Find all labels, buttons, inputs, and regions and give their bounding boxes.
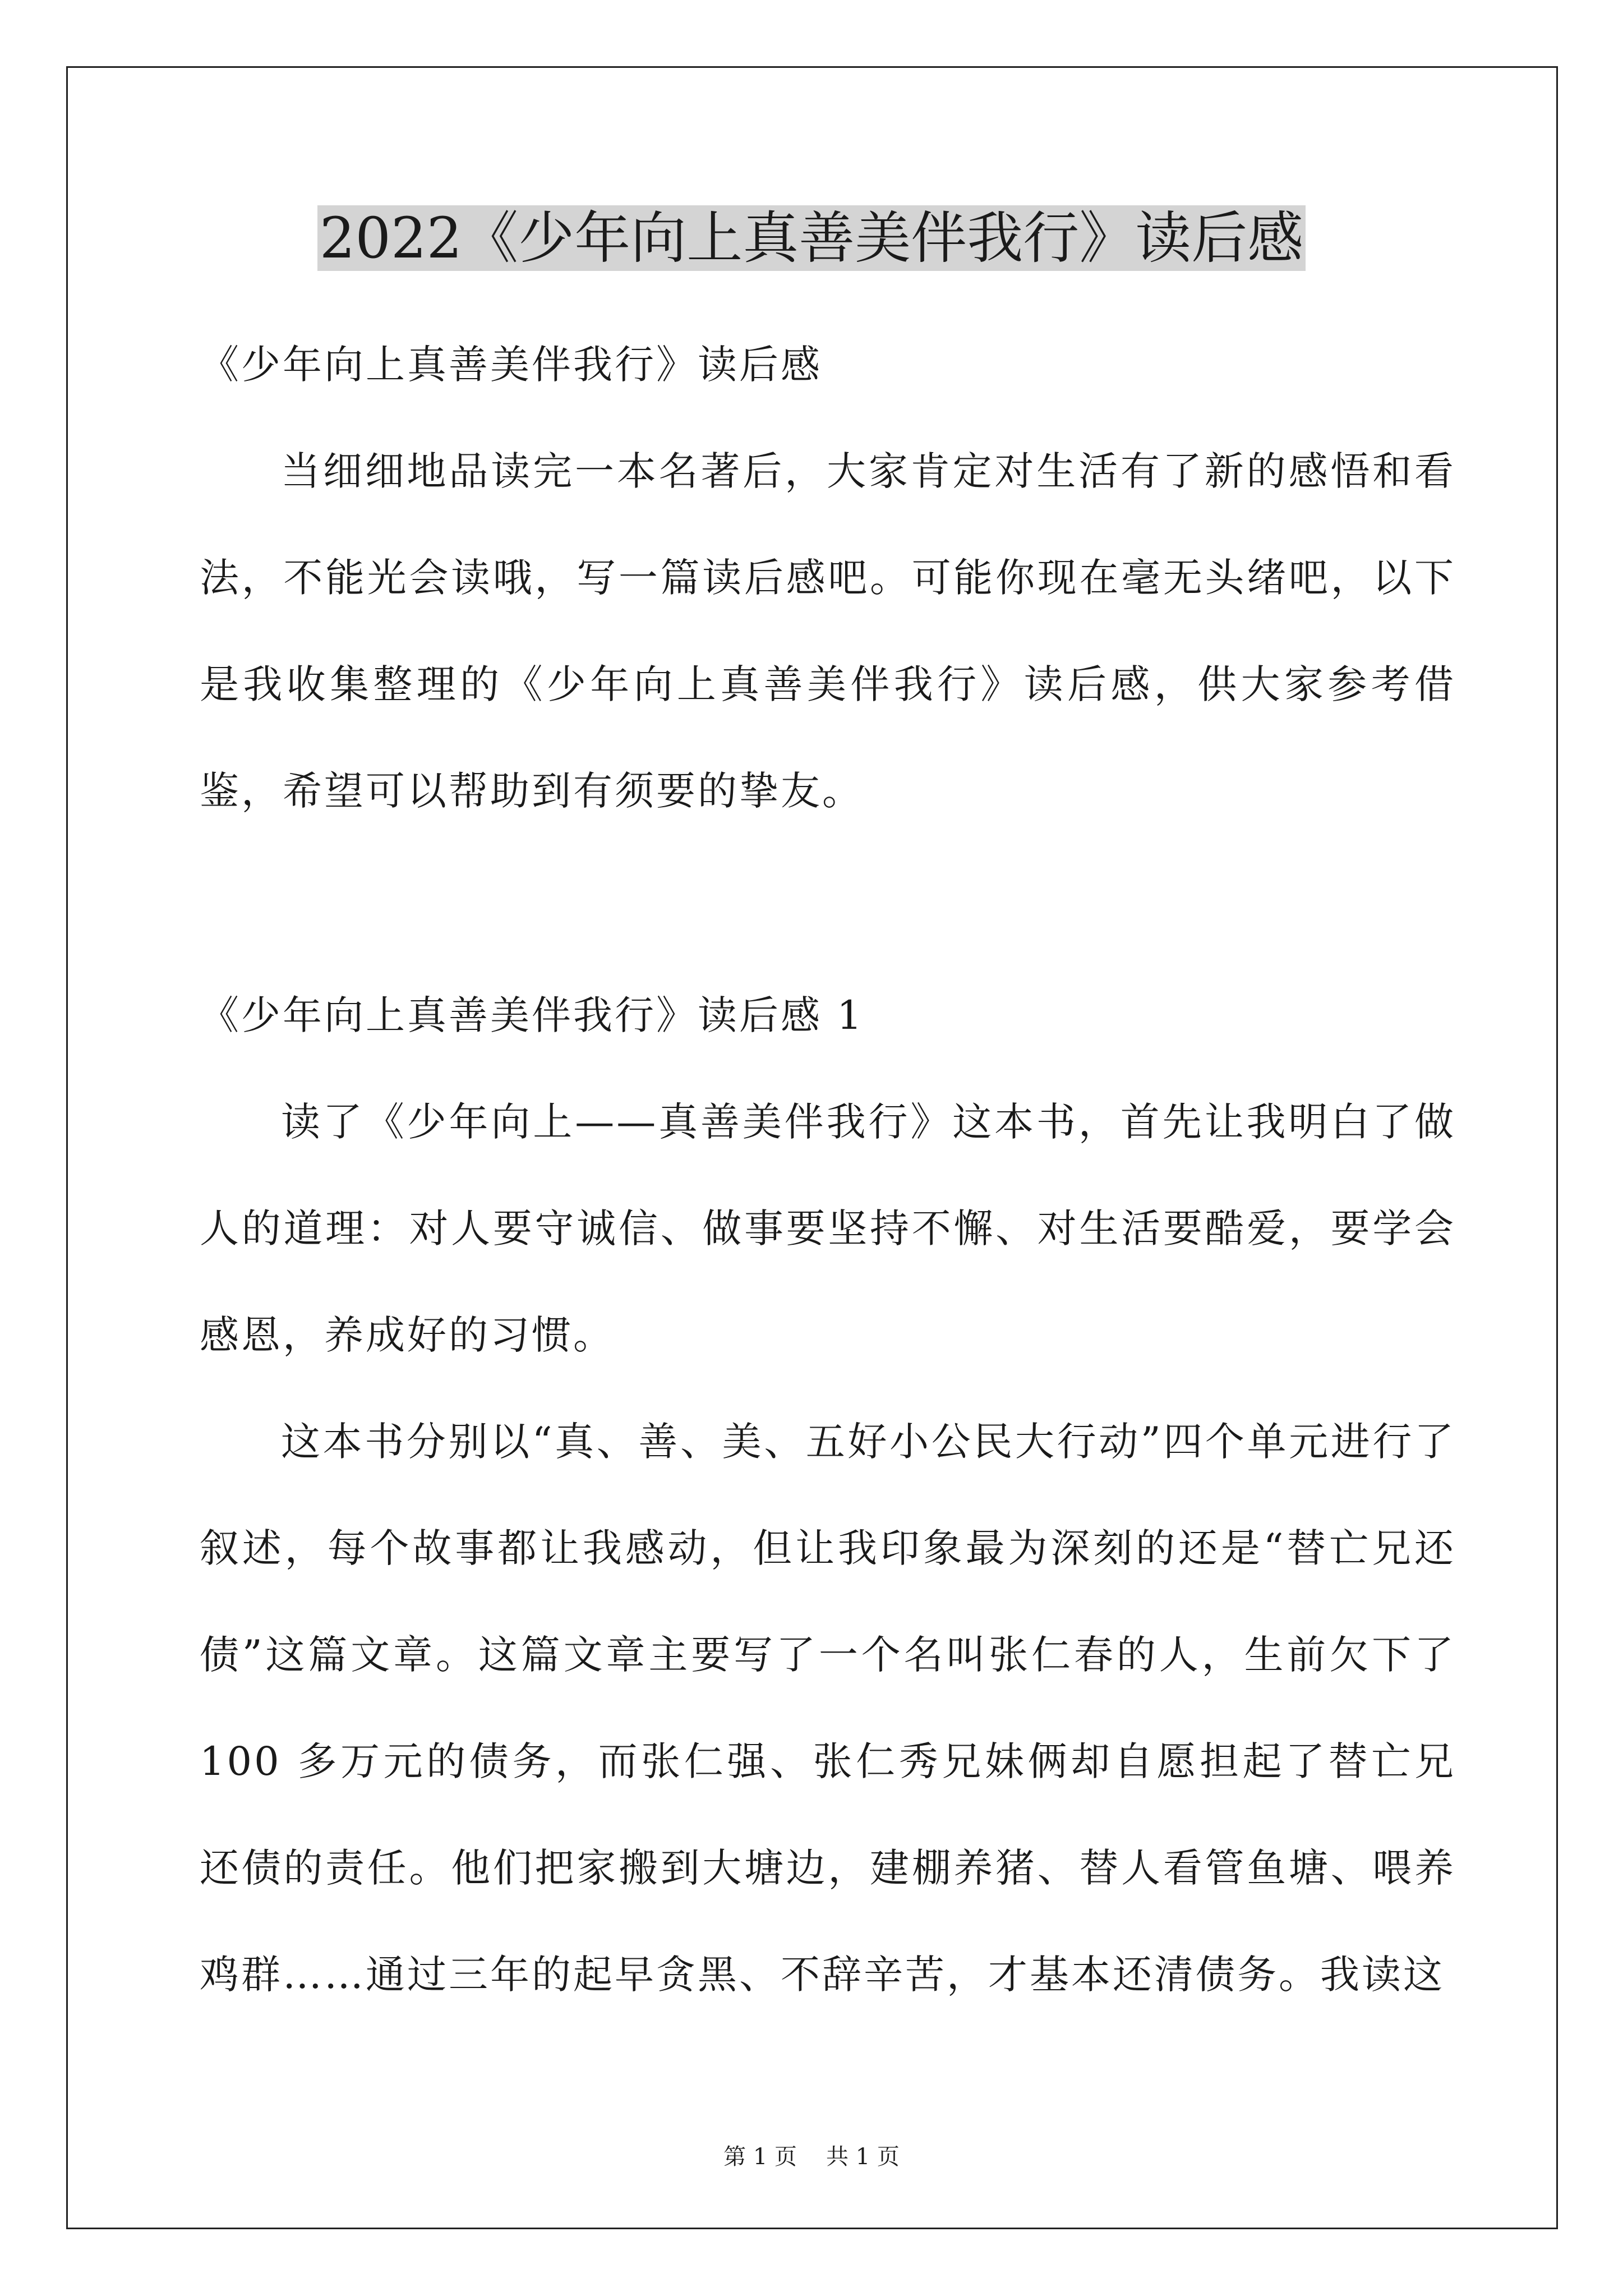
- document-title: [0, 202, 1623, 275]
- intro-paragraph: 当细细地品读完一本名著后，大家肯定对生活有了新的感悟和看法，不能光会读哦，写一篇读后感吧。可能你现在毫无头绪吧，以下是我收集整理的《少年向上真善美伴我行》读后感，供大家参考借鉴，希望可以帮助到有须要的挚友。: [200, 448, 1456, 814]
- body-paragraph-2: 这本书分别以“真、善、美、五好小公民大行动”四个单元进行了叙述，每个故事都让我感动，但让我印象最为深刻的还是“替亡兄还债”这篇文章。这篇文章主要写了一个名叫张仁春的人，生前欠下了 100 多万元的债务，而张仁强、张仁秀兄妹俩却自愿担起了替亡兄还债的责任。他们把家搬到大塘边，建棚养猪、替人看管鱼塘、喂养鸡群……通过三年的起早贪黑、不辞辛苦，才基本还清债务。我读这: [200, 1419, 1456, 1998]
- page-number: 第 1 页: [723, 2144, 797, 2170]
- intro-heading: 《少年向上真善美伴我行》读后感: [200, 342, 822, 388]
- intro-section: [200, 311, 1456, 844]
- page-footer: [0, 2140, 1623, 2174]
- section-heading: 《少年向上真善美伴我行》读后感 1: [200, 992, 864, 1038]
- page-total: 共 1 页: [826, 2144, 900, 2170]
- section-1: [200, 962, 1456, 2028]
- body-paragraph-1: 读了《少年向上——真善美伴我行》这本书，首先让我明白了做人的道理：对人要守诚信、做事要坚持不懈、对生活要酷爱，要学会感恩，养成好的习惯。: [200, 1099, 1456, 1358]
- document-title-text: 2022《少年向上真善美伴我行》读后感: [317, 205, 1306, 271]
